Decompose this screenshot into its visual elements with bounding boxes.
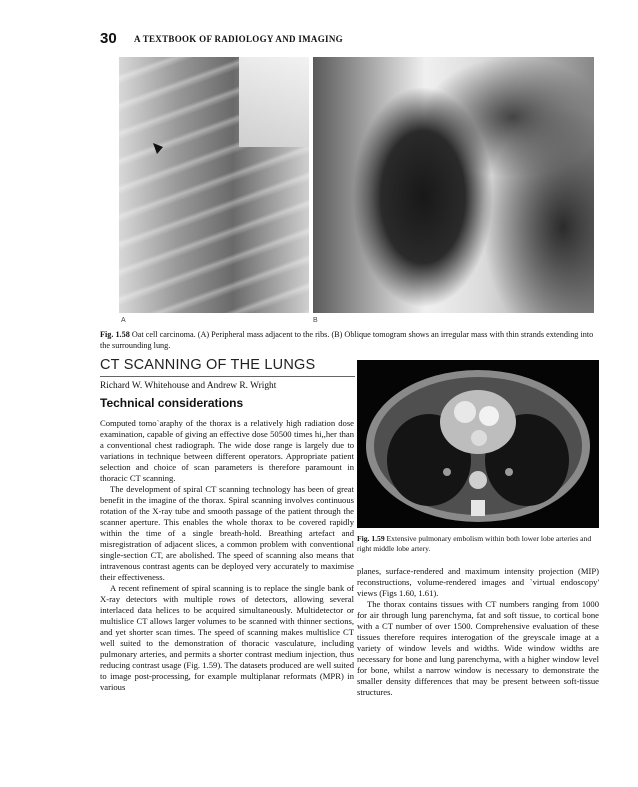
figure-1-59-caption-label: Fig. 1.59 [357, 534, 385, 543]
running-head: A TEXTBOOK OF RADIOLOGY AND IMAGING [134, 34, 343, 44]
figure-1-58-panel-b-tomogram [313, 57, 594, 313]
authors: Richard W. Whitehouse and Andrew R. Wright [100, 381, 277, 391]
figure-1-58-caption-text: Oat cell carcinoma. (A) Peripheral mass adjacent to the ribs. (B) Oblique tomogram shows an irregular mass with thin strands extending into the surrounding lung. [100, 330, 594, 350]
panel-b-label: B [313, 317, 318, 324]
figure-1-58-panel-a-radiograph [119, 57, 309, 313]
paragraph: planes, surface-rendered and maximum intensity projection (MIP) reconstructions, volume-rendered images and `virtual endoscopy' views (Figs 1.60, 1.61). [357, 566, 599, 598]
paragraph: Computed tomo`araphy of the thorax is a relatively high radiation dose examination, capable of giving an effective dose 50500 times hi,,her than a conventional chest radiograph. The wide dose range is largely due to variations in technique between different operators. Appropriate patient selection and choice of scan parameters is therefore paramount in thoracic CT scanning. [100, 418, 354, 483]
arrow-marker-icon [153, 143, 163, 154]
figure-1-58-caption [100, 330, 605, 351]
figure-1-59-caption-text: Extensive pulmonary embolism within both lower lobe arteries and right middle lobe artery. [357, 534, 592, 553]
figure-1-59-ct-scan [357, 360, 599, 528]
paragraph: The thorax contains tissues with CT numbers ranging from 1000 for air through lung parenchyma, fat and soft tissue, to cortical bone with a CT number of over 1500. Comprehensive evaluation of these tissues therefore requires interogation of the greyscale image at a variety of window levels and widths. Wide window widths are necessary for bone and lung parenchyma, with a higher window level for bone, whilst a narrow window is necessary to demonstrate the smaller density differences that may be present between soft-tissue structures. [357, 599, 599, 697]
panel-a-label: A [121, 317, 126, 324]
figure-1-59-caption [357, 534, 599, 553]
right-column [357, 566, 599, 698]
section-title: CT SCANNING OF THE LUNGS [100, 357, 355, 377]
page-number: 30 [100, 30, 117, 47]
left-column [100, 418, 354, 693]
paragraph: A recent refinement of spiral scanning is to replace the single bank of X-ray detectors with multiple rows of detectors, allowing several interlaced data helices to be acquired simultaneously. Multidetector or multislice CT allows larger volumes to be scanned with thinner sections, and yet shorter scan times. The speed of scanning makes multislice CT well suited to the demonstration of thoracic vasculature, including pulmonary arteries, and permits a shorter contrast medium injection, thus reducing contrast usage (Fig. 1.59). The datasets produced are well suited to image post-processing, for example multiplanar reformats (MPR) in various [100, 583, 354, 692]
subheading: Technical considerations [100, 396, 244, 410]
paragraph: The development of spiral CT scanning technology has been of great benefit in the imagine of the thorax. Spiral scanning involves continuous rotation of the X-ray tube and smooth passage of the patient through the scanner aperture. This enables the whole thorax to be covered rapidly within the time of a single breath-hold. Breathing artefact and misregistration of adjacent slices, a common problem with conventional single-section CT, are abolished. The speed of scanning also means that intravenous contrast agents can be deployed very accurately to maximise their effectiveness. [100, 484, 354, 582]
figure-1-58-caption-label: Fig. 1.58 [100, 330, 130, 339]
